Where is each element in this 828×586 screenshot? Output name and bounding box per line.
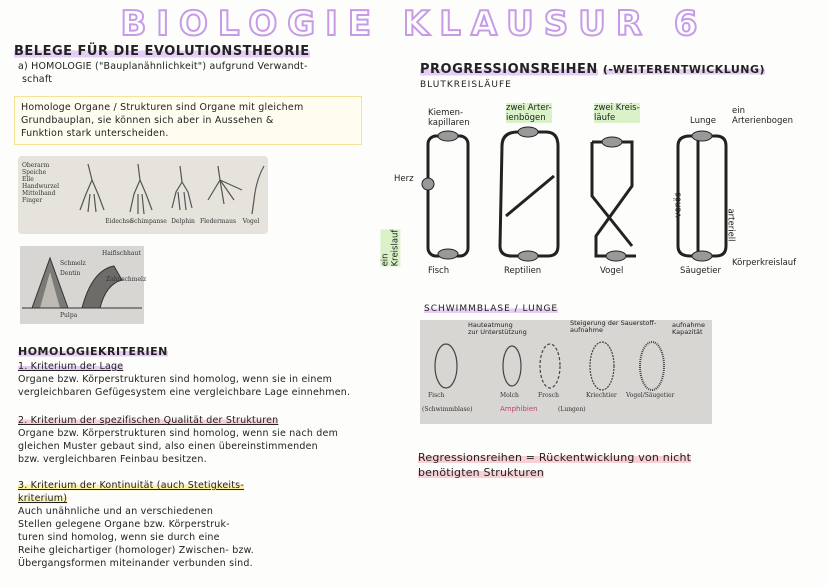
homologie-definition: Homologe Organe / Strukturen sind Organe mit gleichem Grundbauplan, sie können sich aber in Aussehen & Funktion stark unterscheiden. bbox=[14, 96, 362, 145]
animal-saeugetier: Säugetier bbox=[680, 266, 722, 276]
criterion-3: 3. Kriterium der Kontinuität (auch Stetigkeits- kriterium) Auch unähnliche und an verschiedenen Stellen gelegene Organe bzw. Körperstruk- turen sind homolog, wenn sie durch eine Reihe gleichartiger (homologer) Zwischen- bzw. Übergangsformen miteinander verbunden sind. bbox=[18, 479, 388, 570]
criterion-3-title: 3. Kriterium der Kontinuität (auch Stetigkeits- kriterium) bbox=[18, 480, 244, 504]
progression-heading: PROGRESSIONSREIHEN (-WEITERENTWICKLUNG) bbox=[420, 62, 766, 77]
criterion-2-title: 2. Kriterium der spezifischen Qualität der Strukturen bbox=[18, 415, 279, 426]
blutkreislaeufe-subheading: BLUTKREISLÄUFE bbox=[420, 80, 512, 90]
criterion-1: 1. Kriterium der Lage Organe bzw. Körperstrukturen sind homolog, wenn sie in einem vergleichbaren Gefügesystem eine vergleichbare Lage einnehmen. bbox=[18, 360, 388, 399]
limb-bone-labels: Oberarm Speiche Elle Handwurzel Mittelhand Finger bbox=[22, 162, 60, 204]
swim-heading: SCHWIMMBLASE / LUNGE bbox=[424, 304, 559, 314]
left-heading: BELEGE FÜR DIE EVOLUTIONSTHEORIE bbox=[14, 44, 310, 59]
criteria-heading: HOMOLOGIEKRITERIEN bbox=[18, 345, 168, 358]
tooth-homology-photo: Schmelz Dentin Haifischhaut Zahnschmelz Pulpa bbox=[20, 246, 144, 324]
limb-drawings bbox=[68, 160, 268, 218]
criterion-2: 2. Kriterium der spezifischen Qualität der Strukturen Organe bzw. Körperstrukturen sind homolog, wenn sie nach dem gleichen Muster gebaut sind, also einen übereinstimmenden bzw. vergleichbaren Feinbau besitzen. bbox=[18, 414, 388, 466]
page-title: BIOLOGIE KLAUSUR 6 bbox=[120, 4, 708, 44]
swim-bladder-photo: Hauteatmung zur Unterstützung Steigerung der Sauerstoff- aufnahme aufnahme Kapazität Fisch Molch Frosch Kriechtier Vogel/Säugetier (Schwimmblase) Amphibien (Lungen) bbox=[420, 320, 712, 424]
animal-reptilien: Reptilien bbox=[504, 266, 542, 276]
animal-vogel: Vogel bbox=[600, 266, 624, 276]
homologie-subheading: a) HOMOLOGIE ("Bauplanähnlichkeit") aufgrund Verwandt- schaft bbox=[18, 61, 308, 85]
limb-homology-photo: Oberarm Speiche Elle Handwurzel Mittelhand Finger Eidechse Schimpanse Delphin Fledermaus Vogel bbox=[18, 156, 268, 234]
regression-note: Regressionsreihen = Rückentwicklung von nicht benötigten Strukturen bbox=[418, 451, 692, 479]
criterion-1-title: 1. Kriterium der Lage bbox=[18, 361, 124, 372]
animal-fisch: Fisch bbox=[428, 266, 450, 276]
lung-drawings bbox=[426, 336, 712, 392]
